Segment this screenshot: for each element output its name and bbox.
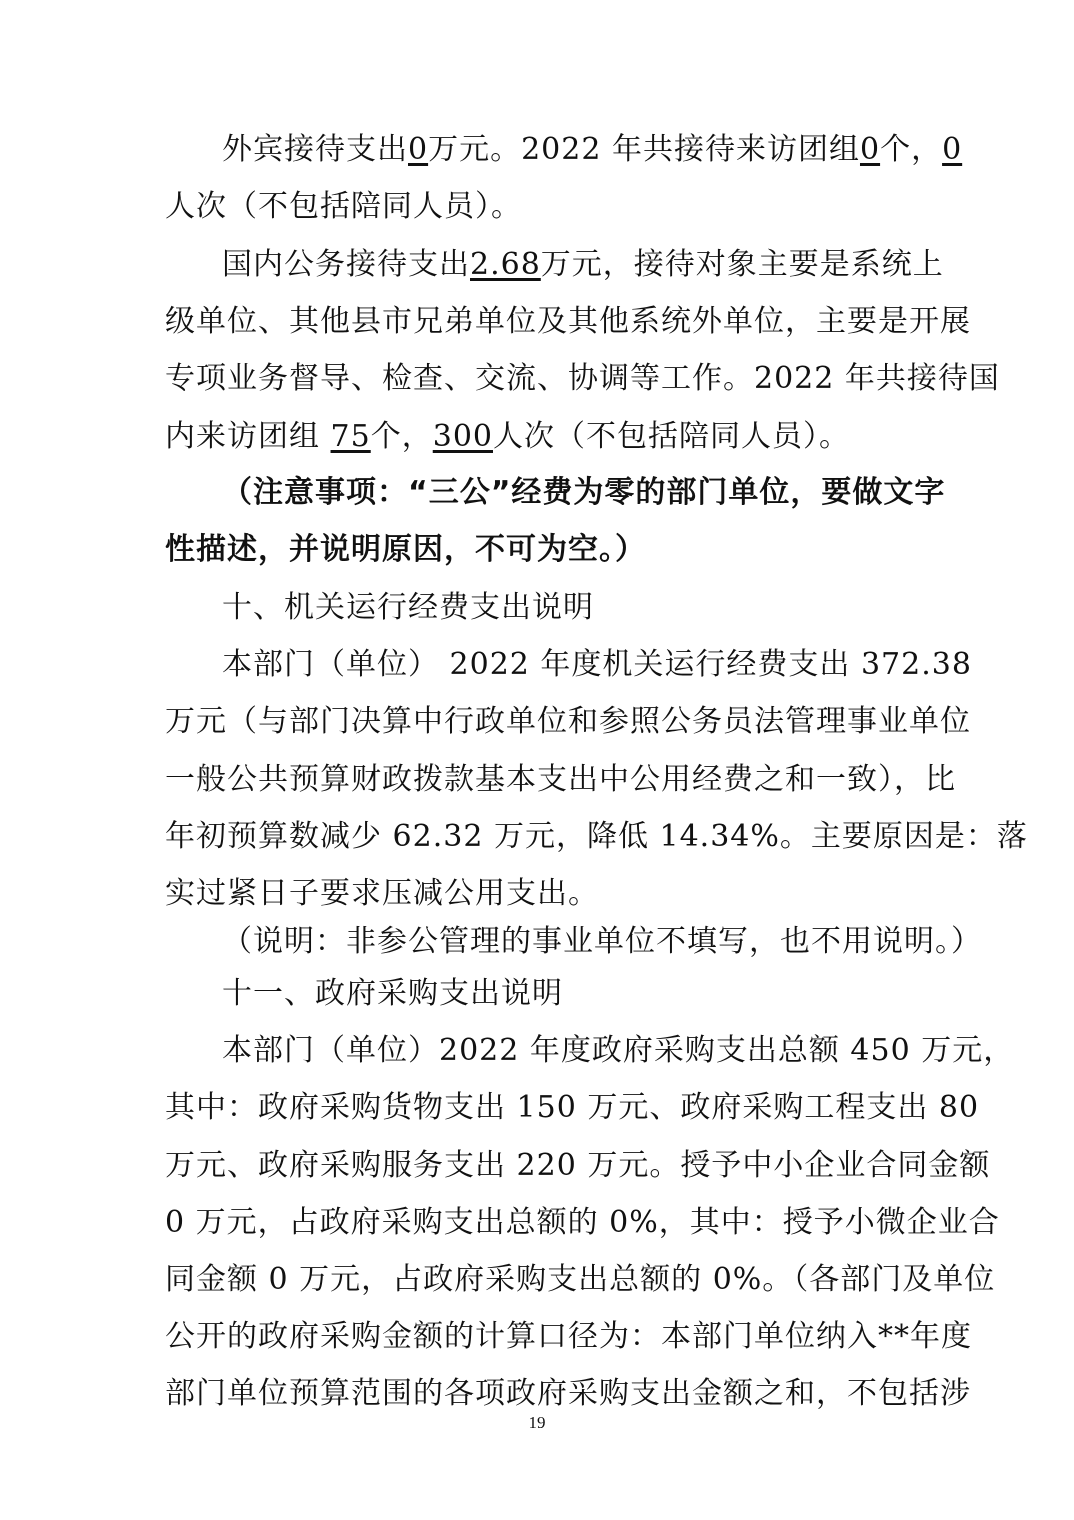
domestic-reception-line-1 — [222, 239, 944, 291]
section-10-line-4: 年初预算数减少 62.32 万元，降低 14.34%。主要原因是：落 — [165, 819, 1028, 854]
bold-note-line-2: 性描述，并说明原因，不可为空。） — [165, 532, 646, 567]
foreign-reception-line-2: 人次（不包括陪同人员）。 — [165, 189, 522, 224]
domestic-reception-line-2: 级单位、其他县市兄弟单位及其他系统外单位，主要是开展 — [165, 304, 971, 339]
foreign-groups: 0 — [859, 132, 881, 167]
section-11-line-6: 公开的政府采购金额的计算口径为：本部门单位纳入**年度 — [165, 1319, 972, 1354]
section-10-line-1: 本部门（单位） 2022 年度机关运行经费支出 372.38 — [222, 647, 972, 682]
section-11-line-1: 本部门（单位）2022 年度政府采购支出总额 450 万元， — [222, 1033, 1015, 1068]
text-segment: 个， — [880, 132, 943, 167]
foreign-amount: 0 — [408, 132, 429, 167]
text-segment: 万元，接待对象主要是系统上 — [540, 247, 944, 282]
bold-note-line-1: （注意事项：“三公”经费为零的部门单位，要做文字 — [222, 475, 946, 510]
section-10-heading: 十、机关运行经费支出说明 — [222, 590, 594, 625]
text-segment: 国内公务接待支出 — [222, 247, 470, 282]
foreign-people: 0 — [942, 132, 963, 167]
section-10-note: （说明：非参公管理的事业单位不填写，也不用说明。） — [222, 924, 982, 959]
domestic-reception-line-3: 专项业务督导、检查、交流、协调等工作。2022 年共接待国 — [165, 361, 1000, 396]
text-segment: 内来访团组 — [165, 419, 320, 454]
domestic-people: 300 — [432, 419, 493, 454]
domestic-amount: 2.68 — [470, 247, 541, 282]
domestic-reception-line-4 — [165, 411, 915, 463]
section-11-line-3: 万元、政府采购服务支出 220 万元。授予中小企业合同金额 — [165, 1148, 991, 1183]
text-segment: 人次（不包括陪同人员）。 — [493, 419, 850, 454]
section-10-line-2: 万元（与部门决算中行政单位和参照公务员法管理事业单位 — [165, 704, 971, 739]
section-11-line-2: 其中：政府采购货物支出 150 万元、政府采购工程支出 80 — [165, 1090, 980, 1125]
section-10-line-5: 实过紧日子要求压减公用支出。 — [165, 876, 599, 911]
section-11-line-4: 0 万元，占政府采购支出总额的 0%，其中：授予小微企业合 — [165, 1205, 1000, 1240]
text-segment: 万元。2022 年共接待来访团组 — [428, 132, 860, 167]
section-11-line-7: 部门单位预算范围的各项政府采购支出金额之和，不包括涉 — [165, 1376, 971, 1411]
page-number: 19 — [528, 1413, 546, 1432]
foreign-reception-line-1 — [222, 124, 963, 176]
section-10-line-3: 一般公共预算财政拨款基本支出中公用经费之和一致），比 — [165, 762, 956, 797]
text-segment: 外宾接待支出 — [222, 132, 408, 167]
section-11-heading: 十一、政府采购支出说明 — [222, 976, 563, 1011]
section-11-line-5: 同金额 0 万元，占政府采购支出总额的 0%。（各部门及单位 — [165, 1262, 996, 1297]
domestic-groups: 75 — [330, 419, 371, 454]
text-segment: 个， — [370, 419, 433, 454]
